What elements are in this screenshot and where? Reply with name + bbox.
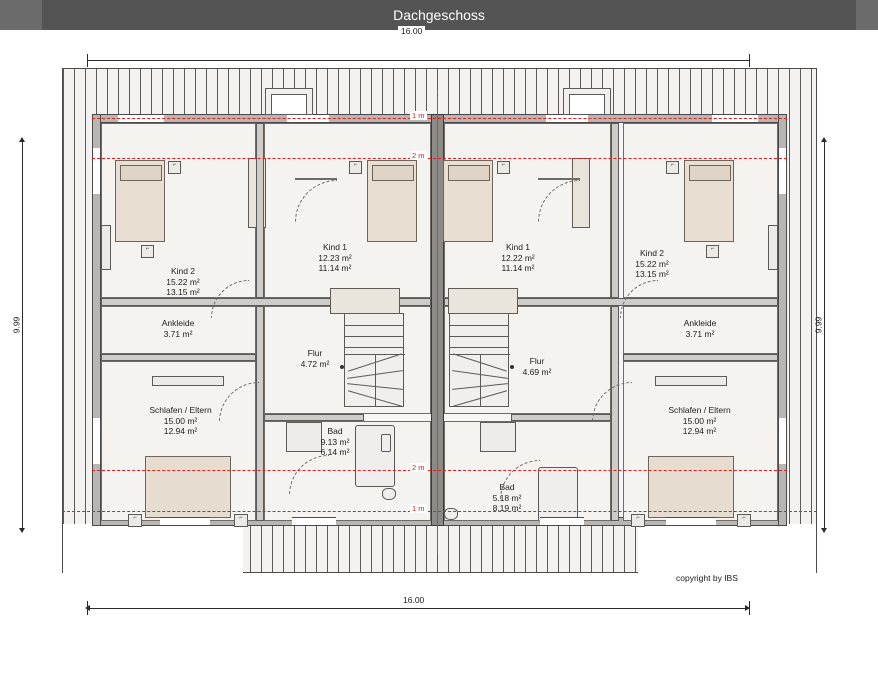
room-label-kind1-right: Kind 1 12.22 m² 11.14 m² (501, 242, 535, 274)
window-west-left-a (92, 148, 101, 194)
wall-kind2-kind1-left (256, 123, 264, 298)
door-leaf-kind1-right (538, 178, 580, 180)
nightstand-schlafen-left-a: ⌐ (128, 514, 142, 527)
bed-kind2-right (684, 160, 734, 242)
window-south-right-b (540, 517, 584, 526)
sink-left (381, 434, 391, 452)
dimension-right-arrow-bottom (821, 528, 827, 533)
dimension-bottom-label: 16.00 (400, 595, 427, 605)
section-line-1m-top (92, 118, 787, 119)
room-label-kind1-left: Kind 1 12.23 m² 11.14 m² (318, 242, 352, 274)
dimension-bottom-line (88, 608, 750, 609)
titlebar-right-block (856, 0, 878, 30)
wall-ankleide-south-right (623, 354, 778, 361)
bed-kind1-left (367, 160, 417, 242)
nightstand-kind1-left: ⌐ (349, 161, 362, 174)
room-label-flur-right: Flur 4.69 m² (522, 356, 552, 377)
dimension-right-arrow-top (821, 137, 827, 142)
nightstand-kind2-left-top: ⌐ (168, 161, 181, 174)
dimension-top-label: 16.00 (398, 26, 425, 36)
room-label-ankleide-left: Ankleide 3.71 m² (161, 318, 195, 339)
section-line-2m-bottom (92, 470, 787, 471)
copyright-note: copyright by IBS (676, 573, 738, 583)
bed-schlafen-left (145, 456, 231, 518)
dimension-bottom-tick-right (749, 601, 750, 615)
bed-kind2-left (115, 160, 165, 242)
room-label-bad-left: Bad 9.13 m² 6.14 m² (320, 426, 350, 458)
dimension-right-label: 9.99 (813, 316, 824, 334)
section-label-1m-top: 1 m (412, 111, 425, 120)
closet-schlafen-right (655, 376, 727, 386)
window-south-left-a (160, 517, 210, 526)
window-south-right-a (666, 517, 716, 526)
dimension-left-label: 9.99 (11, 316, 22, 334)
nightstand-kind1-right: ⌐ (497, 161, 510, 174)
room-label-flur-left: Flur 4.72 m² (300, 348, 330, 369)
roof-notch-right (638, 524, 816, 573)
window-title: Dachgeschoss (393, 7, 485, 23)
wall-ankleide-south-left (101, 354, 256, 361)
nightstand-schlafen-right-a: ⌐ (631, 514, 645, 527)
window-titlebar (0, 0, 878, 30)
titlebar-left-block (0, 0, 42, 30)
center-axis-line (437, 90, 438, 555)
wc-right (444, 508, 458, 520)
room-label-ankleide-right: Ankleide 3.71 m² (683, 318, 717, 339)
wall-flur-south-left (264, 414, 364, 421)
dormer-right-inner (569, 94, 605, 115)
window-east-right-a (778, 148, 787, 194)
nightstand-kind2-left-bottom: ⌐ (141, 245, 154, 258)
closet-kind2-left (101, 225, 111, 270)
window-east-right-b (778, 418, 787, 464)
section-line-2m-top (92, 158, 787, 159)
room-label-bad-right: Bad 5.18 m² 8.19 m² (492, 482, 522, 514)
dimension-left-arrow-top (19, 137, 25, 142)
staircase-left (344, 313, 404, 407)
nightstand-kind2-right-top: ⌐ (666, 161, 679, 174)
dimension-left-arrow-bottom (19, 528, 25, 533)
nightstand-kind2-right-bottom: ⌐ (706, 245, 719, 258)
floorplan-canvas (0, 26, 878, 687)
section-label-2m-bottom: 2 m (412, 463, 425, 472)
nightstand-schlafen-left-b: ⌐ (234, 514, 248, 527)
section-line-1m-bottom (62, 511, 817, 512)
window-south-left-b (292, 517, 336, 526)
dimension-top-tick-left (87, 54, 88, 67)
closet-schlafen-left (152, 376, 224, 386)
hall-cabinet-left (330, 288, 400, 314)
door-leaf-kind1-left (295, 178, 337, 180)
shower-right (480, 422, 516, 452)
section-label-1m-bottom: 1 m (412, 504, 425, 513)
stair-dot-left (340, 365, 344, 369)
dimension-left-line (22, 142, 23, 532)
bathtub-right (538, 467, 578, 522)
bed-schlafen-right (648, 456, 734, 518)
nightstand-schlafen-right-b: ⌐ (737, 514, 751, 527)
stair-dot-right (510, 365, 514, 369)
room-label-schlafen-left: Schlafen / Eltern 15.00 m² 12.94 m² (149, 405, 212, 437)
closet-kind2-right (768, 225, 778, 270)
room-label-kind2-left: Kind 2 15.22 m² 13.15 m² (166, 266, 200, 298)
window-west-left-b (92, 418, 101, 464)
dormer-left-inner (271, 94, 307, 115)
room-label-schlafen-right: Schlafen / Eltern 15.00 m² 12.94 m² (668, 405, 731, 437)
dimension-top-line (88, 60, 750, 61)
wall-kind1-kind2-right (611, 123, 619, 298)
staircase-right (449, 313, 509, 407)
hall-cabinet-right (448, 288, 518, 314)
dimension-top-tick-right (749, 54, 750, 67)
roof-notch-left (63, 524, 243, 573)
room-label-kind2-right: Kind 2 15.22 m² 13.15 m² (635, 248, 669, 280)
bed-kind1-right (443, 160, 493, 242)
wc-left (382, 488, 396, 500)
section-label-2m-top: 2 m (412, 151, 425, 160)
dimension-right-line (824, 142, 825, 532)
dimension-bottom-tick-left (87, 601, 88, 615)
